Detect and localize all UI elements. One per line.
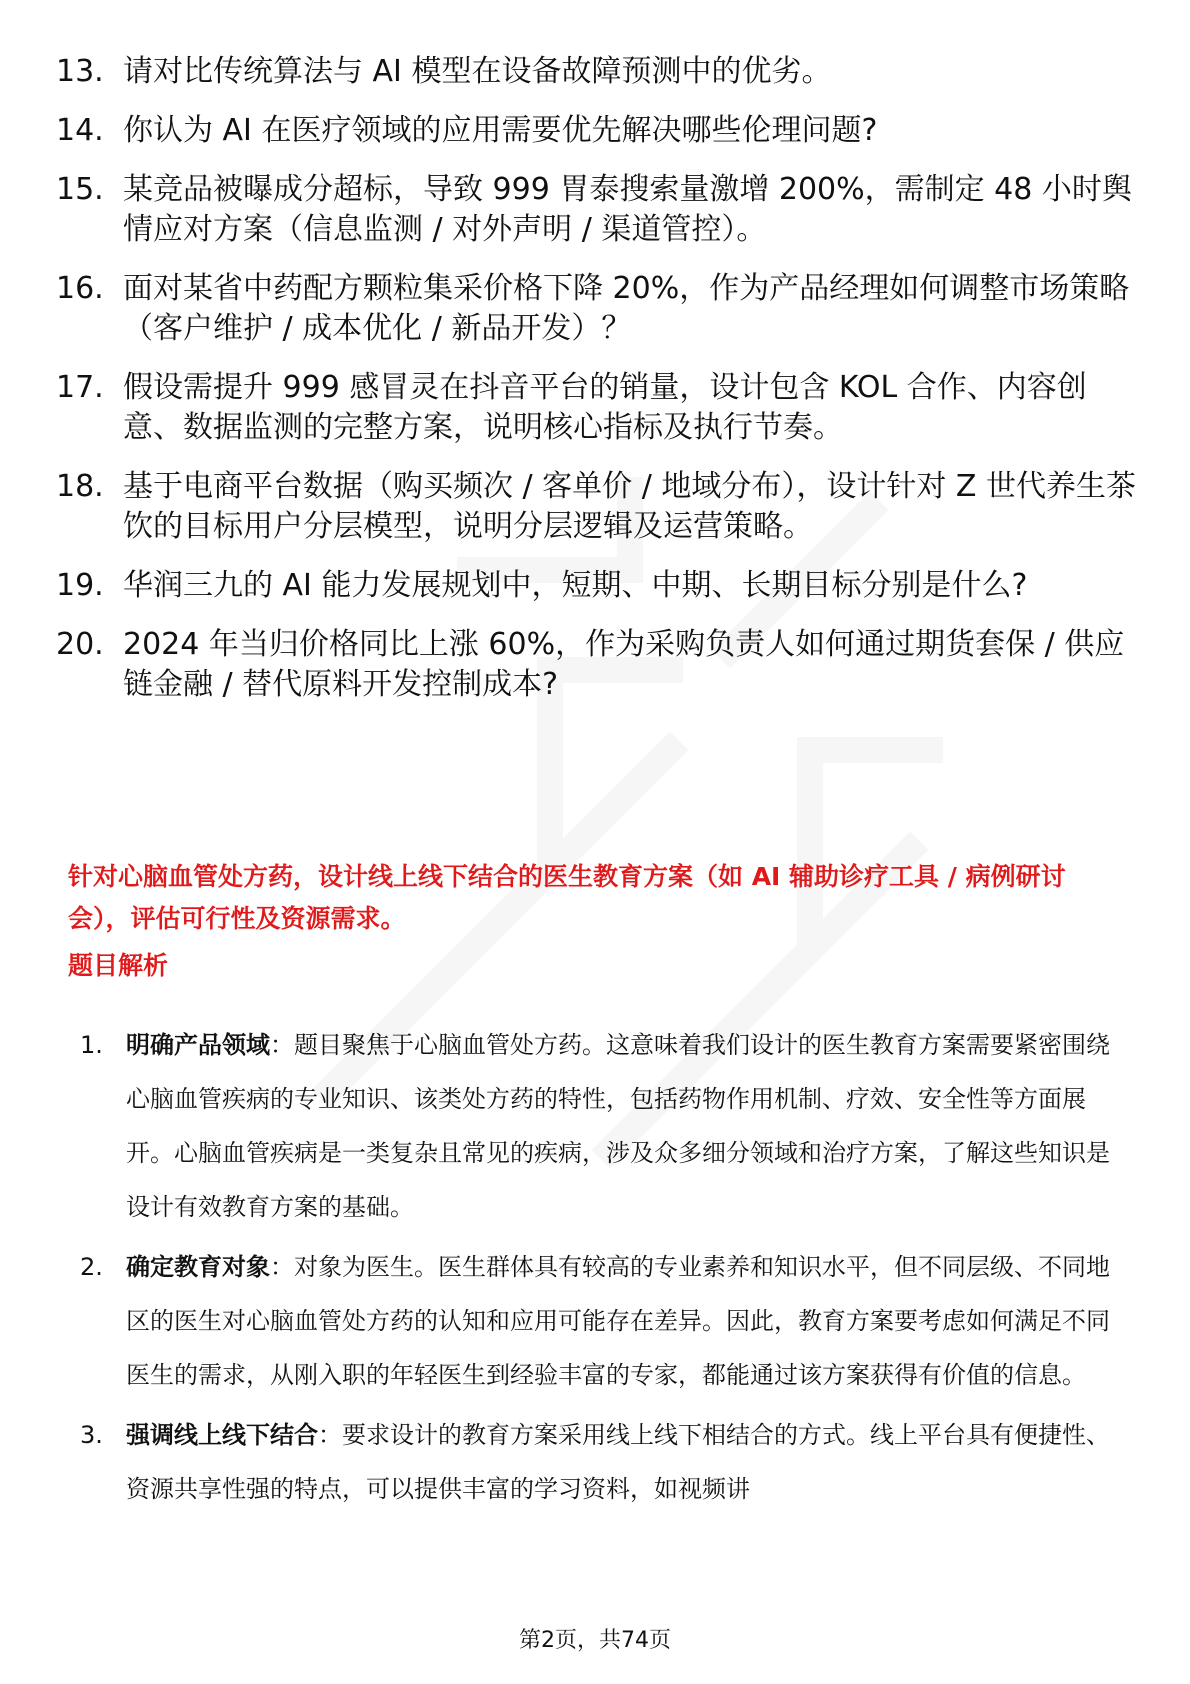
question-text: 假设需提升 999 感冒灵在抖音平台的销量，设计包含 KOL 合作、内容创意、数据监测的完整方案，说明核心指标及执行节奏。 [123, 370, 1087, 445]
question-item [56, 467, 1136, 547]
question-number: 17. [56, 370, 104, 405]
analysis-number: 1. [80, 1031, 103, 1059]
analysis-term: 强调线上线下结合 [126, 1421, 318, 1449]
question-text: 基于电商平台数据（购买频次 / 客单价 / 地域分布），设计针对 Z 世代养生茶饮的目标用户分层模型，说明分层逻辑及运营策略。 [123, 469, 1136, 544]
question-number: 16. [56, 271, 104, 306]
section-title: 针对心脑血管处方药，设计线上线下结合的医生教育方案（如 AI 辅助诊疗工具 / 病例研讨会），评估可行性及资源需求。 [68, 862, 1066, 933]
question-item [56, 368, 1136, 448]
question-item [56, 269, 1136, 349]
question-text: 2024 年当归价格同比上涨 60%，作为采购负责人如何通过期货套保 / 供应链金融 / 替代原料开发控制成本? [123, 627, 1125, 702]
analysis-text: ：要求设计的教育方案采用线上线下相结合的方式。线上平台具有便捷性、资源共享性强的特点，可以提供丰富的学习资料，如视频讲 [126, 1421, 1110, 1503]
page-footer: 第2页，共74页 [519, 1628, 671, 1653]
analysis-item [80, 1240, 1130, 1402]
analysis-body [126, 1240, 1130, 1402]
analysis-list [80, 1018, 1130, 1522]
question-item [56, 170, 1136, 250]
question-item [56, 566, 1136, 606]
question-item [56, 52, 1136, 92]
analysis-item [80, 1018, 1130, 1234]
question-text: 你认为 AI 在医疗领域的应用需要优先解决哪些伦理问题? [123, 113, 878, 148]
question-text: 面对某省中药配方颗粒集采价格下降 20%，作为产品经理如何调整市场策略（客户维护 / 成本优化 / 新品开发）？ [123, 271, 1130, 346]
question-number: 13. [56, 54, 104, 89]
analysis-text: ：题目聚焦于心脑血管处方药。这意味着我们设计的医生教育方案需要紧密围绕心脑血管疾病的专业知识、该类处方药的特性，包括药物作用机制、疗效、安全性等方面展开。心脑血管疾病是一类复杂且常见的疾病，涉及众多细分领域和治疗方案，了解这些知识是设计有效教育方案的基础。 [126, 1031, 1110, 1221]
question-text: 华润三九的 AI 能力发展规划中，短期、中期、长期目标分别是什么? [123, 568, 1028, 603]
question-list [56, 52, 1136, 724]
analysis-item [80, 1408, 1130, 1516]
analysis-text: ：对象为医生。医生群体具有较高的专业素养和知识水平，但不同层级、不同地区的医生对心脑血管处方药的认知和应用可能存在差异。因此，教育方案要考虑如何满足不同医生的需求，从刚入职的年轻医生到经验丰富的专家，都能通过该方案获得有价值的信息。 [126, 1253, 1110, 1389]
analysis-term: 确定教育对象 [126, 1253, 270, 1281]
analysis-body [126, 1018, 1130, 1234]
question-text: 某竞品被曝成分超标，导致 999 胃泰搜索量激增 200%，需制定 48 小时舆情应对方案（信息监测 / 对外声明 / 渠道管控）。 [123, 172, 1132, 247]
question-number: 18. [56, 469, 104, 504]
question-number: 19. [56, 568, 104, 603]
question-item [56, 111, 1136, 151]
analysis-number: 2. [80, 1253, 103, 1281]
question-number: 15. [56, 172, 104, 207]
question-number: 14. [56, 113, 104, 148]
analysis-term: 明确产品领域 [126, 1031, 270, 1059]
question-text: 请对比传统算法与 AI 模型在设备故障预测中的优劣。 [123, 54, 832, 89]
analysis-body [126, 1408, 1130, 1516]
analysis-heading: 题目解析 [68, 951, 169, 980]
question-number: 20. [56, 627, 104, 662]
analysis-number: 3. [80, 1421, 103, 1449]
question-item [56, 625, 1136, 705]
